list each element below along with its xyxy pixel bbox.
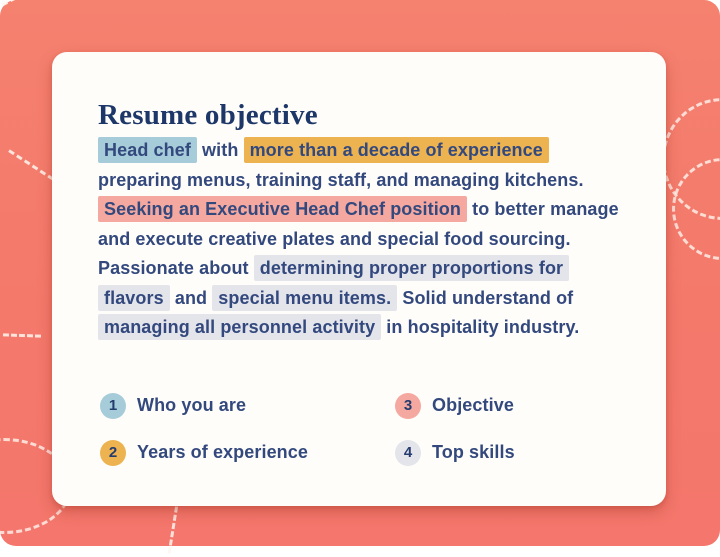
legend-label: Objective (432, 395, 514, 415)
legend-number-badge: 4 (395, 440, 421, 466)
paragraph-line (98, 254, 646, 284)
plain-text: to better manage (472, 199, 619, 219)
legend-item (395, 440, 515, 466)
paragraph-line (98, 166, 646, 196)
legend-item (100, 440, 395, 466)
plain-text: with (202, 140, 239, 160)
paragraph-line (98, 313, 646, 343)
paragraph-line (98, 225, 646, 255)
plain-text: and execute creative plates and special food sourcing. (98, 228, 571, 249)
legend-number-badge: 2 (100, 440, 126, 466)
plain-text: preparing menus, training staff, and managing kitchens. (98, 169, 584, 190)
legend-number-badge: 3 (395, 393, 421, 419)
legend-label: Top skills (432, 442, 515, 462)
plain-text: in hospitality industry. (386, 317, 580, 337)
paragraph-line (98, 136, 646, 166)
paragraph-line (98, 284, 646, 314)
legend-number-badge: 1 (100, 393, 126, 419)
legend-item (100, 393, 395, 419)
highlight-yellow: more than a decade of experience (244, 137, 549, 163)
highlight-blue: Head chef (98, 137, 197, 163)
highlight-gray: special menu items. (212, 285, 397, 311)
plain-text: Passionate about (98, 258, 249, 278)
highlight-gray: managing all personnel activity (98, 314, 381, 340)
paragraph-line (98, 195, 646, 225)
highlight-gray: flavors (98, 285, 170, 311)
legend-item (395, 393, 515, 419)
highlight-gray: determining proper proportions for (254, 255, 569, 281)
objective-paragraph (98, 136, 646, 343)
legend-label: Who you are (137, 395, 247, 415)
legend-label: Years of experience (137, 442, 309, 462)
plain-text: Solid understand of (402, 287, 574, 308)
plain-text: and (174, 287, 208, 308)
page-title: Resume objective (98, 99, 318, 132)
legend (100, 392, 515, 466)
highlight-pink: Seeking an Executive Head Chef position (98, 196, 467, 222)
resume-objective-card (52, 52, 666, 506)
